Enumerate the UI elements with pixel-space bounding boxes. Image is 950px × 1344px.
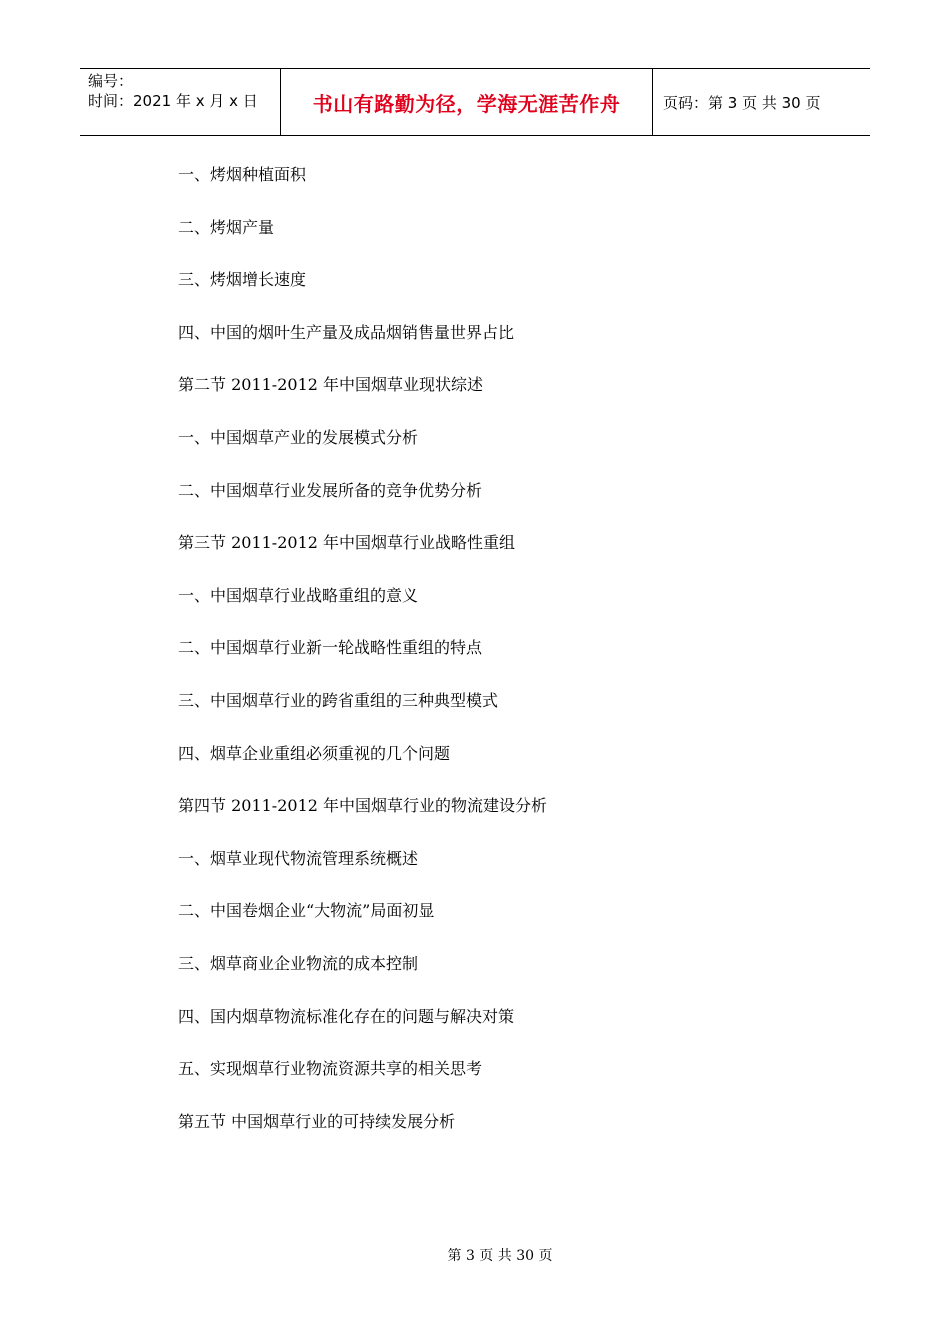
toc-item: 二、中国烟草行业发展所备的竞争优势分析 <box>178 480 483 500</box>
table-of-contents <box>178 160 547 1159</box>
toc-section-heading: 第二节 2011-2012 年中国烟草业现状综述 <box>178 375 484 395</box>
header-motto: 书山有路勤为径，学海无涯苦作舟 <box>281 69 653 135</box>
toc-item: 二、中国烟草行业新一轮战略性重组的特点 <box>178 638 483 658</box>
toc-item: 二、中国卷烟企业“大物流”局面初显 <box>178 901 435 921</box>
toc-item: 五、实现烟草行业物流资源共享的相关思考 <box>178 1059 483 1079</box>
document-number-label: 编号： <box>88 72 134 90</box>
toc-item: 一、烤烟种植面积 <box>178 165 307 184</box>
toc-section-heading: 第五节 中国烟草行业的可持续发展分析 <box>178 1111 456 1131</box>
toc-item: 一、中国烟草行业战略重组的意义 <box>178 585 419 605</box>
document-date: 时间：2021 年 x 月 x 日 <box>88 92 258 110</box>
toc-item: 二、烤烟产量 <box>178 217 275 237</box>
toc-item: 三、烤烟增长速度 <box>178 270 307 290</box>
toc-item: 四、烟草企业重组必须重视的几个问题 <box>178 743 451 763</box>
toc-section-heading: 第四节 2011-2012 年中国烟草行业的物流建设分析 <box>178 796 548 816</box>
toc-item: 一、烟草业现代物流管理系统概述 <box>178 848 419 868</box>
header-meta <box>80 69 281 135</box>
page-footer: 第 3 页 共 30 页 <box>447 1248 553 1264</box>
toc-item: 三、烟草商业企业物流的成本控制 <box>178 953 419 973</box>
toc-item: 四、国内烟草物流标准化存在的问题与解决对策 <box>178 1006 515 1026</box>
toc-item: 一、中国烟草产业的发展模式分析 <box>178 427 419 447</box>
toc-item: 三、中国烟草行业的跨省重组的三种典型模式 <box>178 690 499 710</box>
toc-section-heading: 第三节 2011-2012 年中国烟草行业战略性重组 <box>178 533 516 553</box>
toc-item: 四、中国的烟叶生产量及成品烟销售量世界占比 <box>178 322 515 342</box>
page-header <box>80 68 870 136</box>
header-page-info: 页码：第 3 页 共 30 页 <box>663 93 821 112</box>
